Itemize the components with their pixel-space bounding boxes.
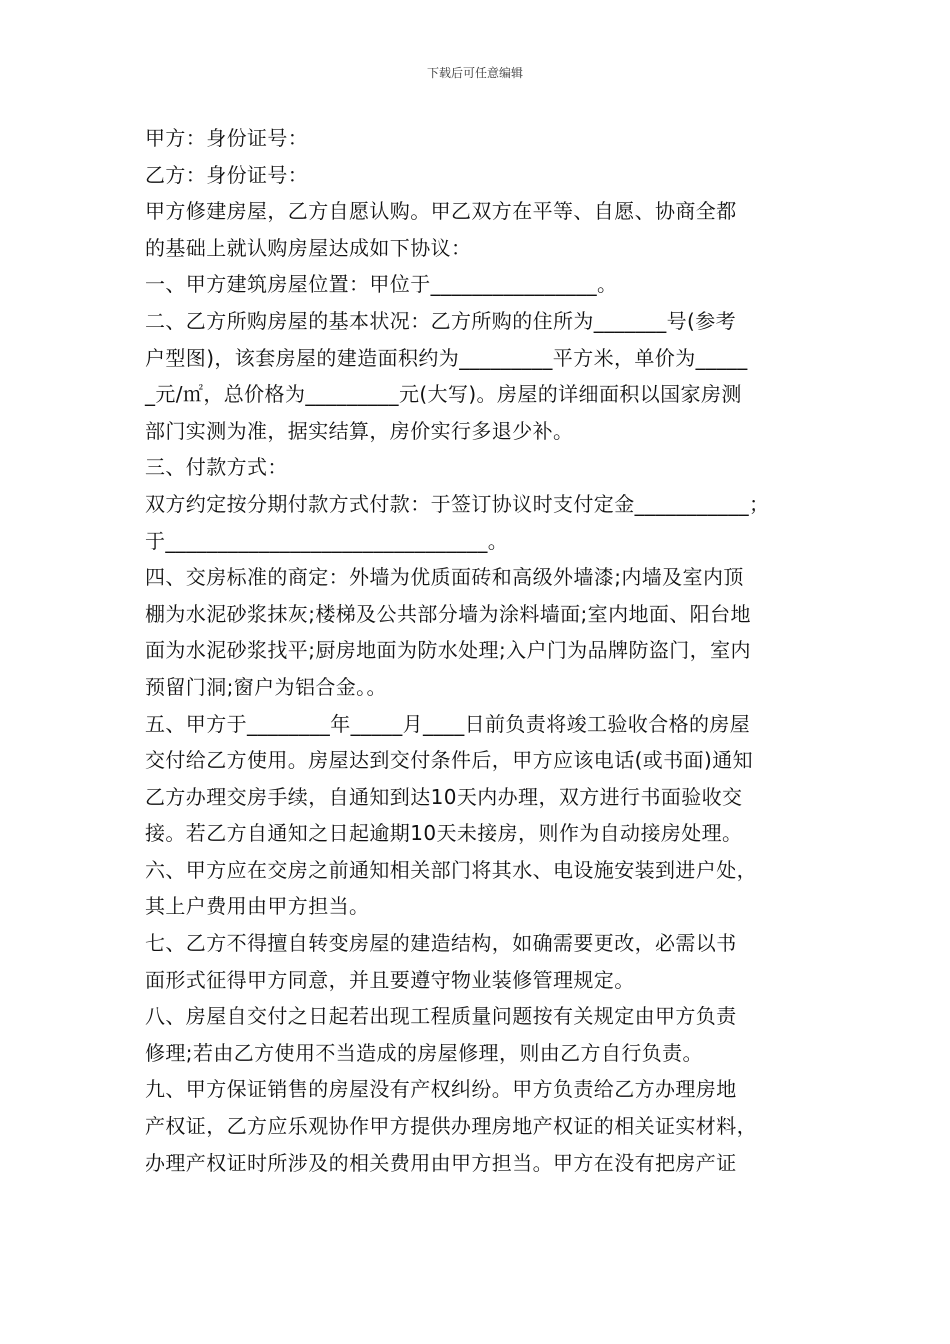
text-line: 乙方：身份证号： — [145, 162, 309, 187]
text-line: 面为水泥砂浆找平;厨房地面为防水处理;入户门为品牌防盗门，室内 — [145, 638, 751, 663]
text-line: 双方约定按分期付款方式付款：于签订协议时支付定金___________； — [145, 491, 770, 516]
text-line: 产权证，乙方应乐观协作甲方提供办理房地产权证的相关证实材料， — [145, 1114, 757, 1139]
text-line: 乙方办理交房手续，自通知到达10天内办理，双方进行书面验收交 — [145, 784, 743, 809]
text-line: 甲方：身份证号： — [145, 126, 309, 150]
text-line: 九、甲方保证销售的房屋没有产权纠纷。甲方负责给乙方办理房地 — [145, 1077, 737, 1102]
text-line: _元/㎡，总价格为_________元(大写)。房屋的详细面积以国家房测 — [145, 382, 742, 407]
text-line: 棚为水泥砂浆抹灰;楼梯及公共部分墙为涂料墙面;室内地面、阳台地 — [145, 601, 751, 626]
document-body — [145, 120, 820, 1181]
page-header: 下载后可任意编辑 — [426, 66, 523, 80]
text-line: 预留门洞;窗户为铝合金。。 — [145, 674, 387, 699]
text-line: 六、甲方应在交房之前通知相关部门将其水、电设施安装到进户处， — [145, 857, 757, 882]
text-line: 修理;若由乙方使用不当造成的房屋修理，则由乙方自行负责。 — [145, 1040, 703, 1065]
text-line: 的基础上就认购房屋达成如下协议： — [145, 235, 472, 260]
text-line: 于_______________________________。 — [145, 528, 509, 553]
text-line: 办理产权证时所涉及的相关费用由甲方担当。甲方在没有把房产证 — [145, 1150, 737, 1175]
text-line: 七、乙方不得擅自转变房屋的建造结构，如确需要更改，必需以书 — [145, 931, 737, 956]
text-line: 一、甲方建筑房屋位置：甲位于________________。 — [145, 272, 618, 297]
text-line: 八、房屋自交付之日起若出现工程质量问题按有关规定由甲方负责 — [145, 1004, 737, 1029]
text-line: 部门实测为准，据实结算，房价实行多退少补。 — [145, 418, 574, 443]
text-line: 三、付款方式： — [145, 455, 288, 480]
text-line: 五、甲方于________年_____月____日前负责将竣工验收合格的房屋 — [145, 711, 751, 736]
text-line: 接。若乙方自通知之日起逾期10天未接房，则作为自动接房处理。 — [145, 821, 743, 846]
text-line: 二、乙方所购房屋的基本状况：乙方所购的住所为_______号(参考 — [145, 308, 737, 333]
text-line: 甲方修建房屋，乙方自愿认购。甲乙双方在平等、自愿、协商全都 — [145, 199, 737, 224]
text-line: 四、交房标准的商定：外墙为优质面砖和高级外墙漆;内墙及室内顶 — [145, 565, 744, 590]
text-line: 户型图)，该套房屋的建造面积约为_________平方米，单价为_____ — [145, 345, 748, 370]
text-line: 其上户费用由甲方担当。 — [145, 894, 370, 919]
text-line: 面形式征得甲方同意，并且要遵守物业装修管理规定。 — [145, 967, 635, 992]
text-line: 交付给乙方使用。房屋达到交付条件后，甲方应该电话(或书面)通知 — [145, 748, 754, 773]
